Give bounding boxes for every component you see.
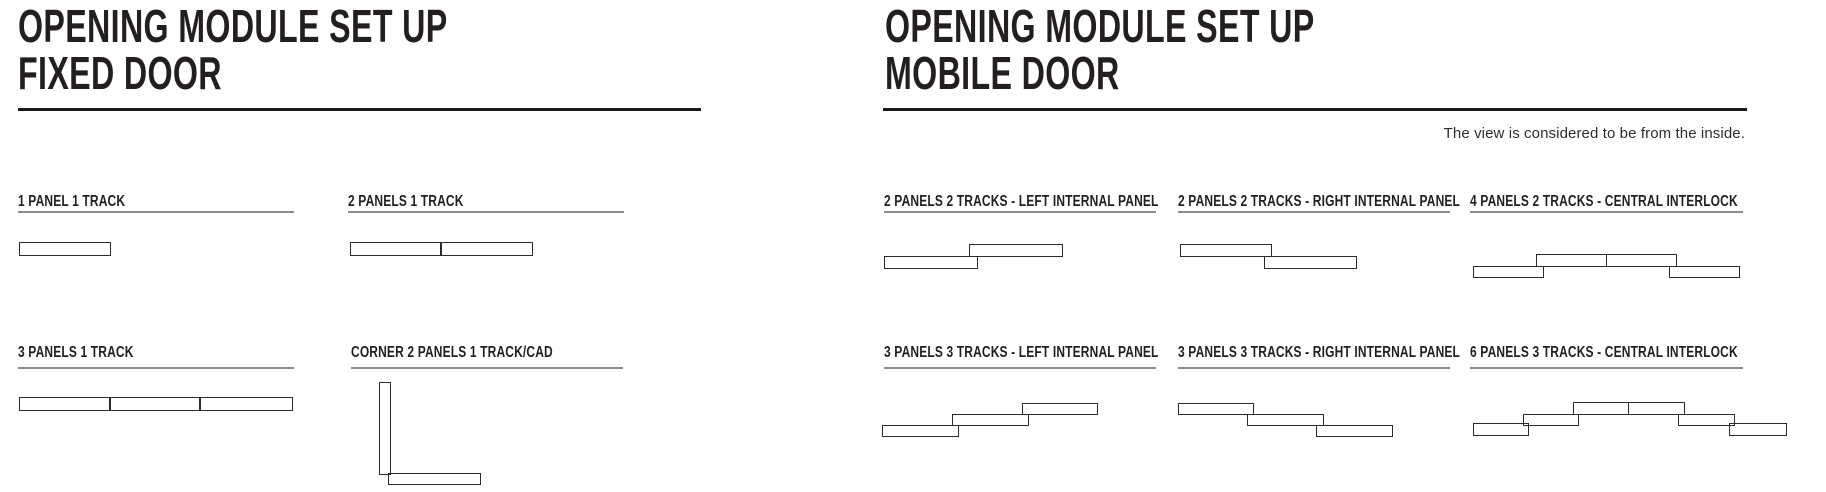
panel-rect (1473, 423, 1529, 436)
panel-rect (1729, 423, 1787, 436)
mobile-door-title-line2: MOBILE DOOR (885, 47, 1120, 99)
panel-rect (882, 425, 959, 437)
diagram-label-underline (18, 211, 294, 213)
panel-rect (969, 244, 1063, 257)
diagram-label-underline (1470, 367, 1743, 369)
diagram-label-underline (1470, 211, 1743, 213)
panel-rect (388, 473, 481, 485)
panel-rect (1536, 254, 1607, 267)
panel-rect (1247, 414, 1324, 426)
panel-rect (440, 242, 533, 256)
panel-rect (1473, 266, 1544, 278)
panel-rect (1180, 244, 1272, 257)
inside-view-note: The view is considered to be from the inside. (1443, 125, 1745, 142)
diagram-label-underline (18, 367, 294, 369)
panel-rect (884, 256, 978, 269)
panel-rect (952, 414, 1029, 426)
diagram-label-underline (348, 211, 624, 213)
panel-rect (350, 242, 442, 256)
diagram-label-2-panels-2-tracks-left-internal-panel: 2 PANELS 2 TRACKS - LEFT INTERNAL PANEL (884, 193, 1159, 210)
diagram-label-3-panels-3-tracks-left-internal-panel: 3 PANELS 3 TRACKS - LEFT INTERNAL PANEL (884, 344, 1159, 361)
diagram-label-underline (884, 211, 1156, 213)
panel-rect (109, 397, 201, 411)
diagram-label-3-panels-1-track: 3 PANELS 1 TRACK (18, 344, 134, 361)
panel-rect (1316, 425, 1393, 437)
diagram-label-2-panels-1-track: 2 PANELS 1 TRACK (348, 193, 464, 210)
fixed-door-title-line1: OPENING MODULE SET UP (18, 0, 448, 52)
mobile-door-title-rule (883, 108, 1747, 111)
diagram-label-corner-2-panels-1-track-cad: CORNER 2 PANELS 1 TRACK/CAD (351, 344, 553, 361)
panel-rect (1573, 402, 1629, 415)
panel-rect (19, 242, 111, 256)
mobile-door-title (885, 0, 1315, 99)
fixed-door-title (18, 0, 448, 99)
panel-rect (1678, 414, 1735, 426)
diagram-label-2-panels-2-tracks-right-internal-panel: 2 PANELS 2 TRACKS - RIGHT INTERNAL PANEL (1178, 193, 1461, 210)
panel-rect (199, 397, 293, 411)
panel-rect (379, 382, 391, 475)
diagram-label-underline (351, 367, 623, 369)
panel-rect (1178, 403, 1254, 415)
panel-rect (19, 397, 111, 411)
diagram-label-underline (884, 367, 1156, 369)
diagram-label-1-panel-1-track: 1 PANEL 1 TRACK (18, 193, 126, 210)
panel-rect (1264, 256, 1357, 269)
diagram-label-4-panels-2-tracks-central-interlock: 4 PANELS 2 TRACKS - CENTRAL INTERLOCK (1470, 193, 1738, 210)
diagram-label-3-panels-3-tracks-right-internal-panel: 3 PANELS 3 TRACKS - RIGHT INTERNAL PANEL (1178, 344, 1461, 361)
fixed-door-title-rule (18, 108, 701, 111)
panel-rect (1606, 254, 1677, 267)
diagram-label-underline (1178, 367, 1450, 369)
panel-rect (1669, 266, 1740, 278)
panel-rect (1022, 403, 1098, 415)
panel-rect (1628, 402, 1685, 415)
panel-rect (1523, 414, 1579, 426)
diagram-label-6-panels-3-tracks-central-interlock: 6 PANELS 3 TRACKS - CENTRAL INTERLOCK (1470, 344, 1738, 361)
fixed-door-title-line2: FIXED DOOR (18, 47, 222, 99)
mobile-door-title-line1: OPENING MODULE SET UP (885, 0, 1315, 52)
diagram-label-underline (1178, 211, 1450, 213)
